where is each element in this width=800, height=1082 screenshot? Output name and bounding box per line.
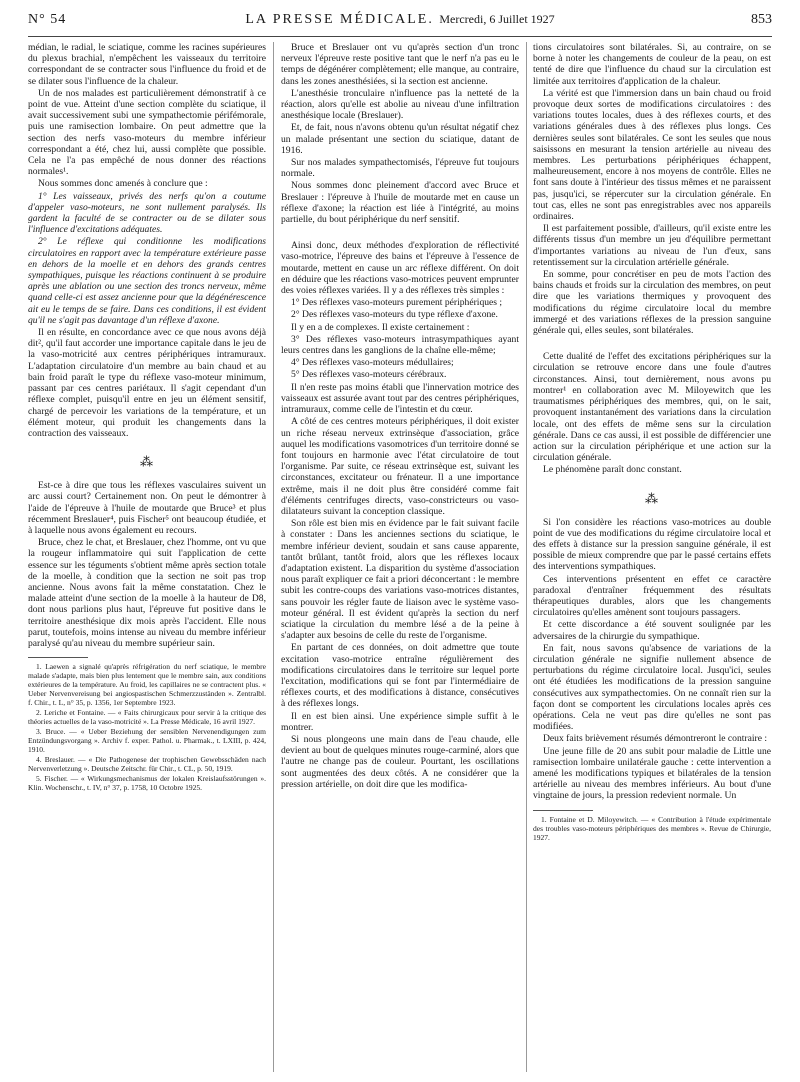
- list-item: 1° Des réflexes vaso-moteurs purement périphériques ;: [291, 297, 503, 309]
- header-rule: [28, 36, 772, 37]
- spacer: [281, 226, 519, 240]
- paragraph: médian, le radial, le sciatique, comme les racines supérieures du plexus brachial, n'empêchent les vaisseaux du territoire correspondant de se contracter sous l'influence du froid et de se dilater sous l'influence de la chaleur.: [28, 42, 266, 87]
- paragraph: Est-ce à dire que tous les réflexes vasculaires suivent un arc aussi court? Certainement non. On peut le démontrer à l'aide de l'épreuve à l'huile de moutarde que Bruce³ et plus récemment Breslauer⁴, puis Fischer⁵ ont beaucoup étudiée, et à laquelle nous avons également eu recours.: [28, 480, 266, 536]
- issue-date: Mercredi, 6 Juillet 1927: [439, 12, 555, 26]
- journal-title: LA PRESSE MÉDICALE.: [245, 12, 434, 27]
- paragraph: A côté de ces centres moteurs périphériques, il doit exister un riche réseau nerveux extrinsèque d'association, grâce auquel les modifications vasomotrices d'un territoire donné se font toujours en harmonie avec l'état circulatoire de tout l'organisme. Par suite, ce réseau extrinsèque est, suivant les circonstances, excitateur ou frénateur. Il a une importance extrême, mais il ne doit plus être considéré comme fait d'éléments centrifuges directs, vaso-constricteurs ou vaso-dilatateurs suivant la conception classique.: [281, 416, 519, 517]
- footnote: 4. Breslauer. — « Die Pathogenese der trophischen Gewebsschäden nach Nervenverletzung ». Deutsche Zeitschr. für Chir., t. CL, p. 50, 1919.: [28, 755, 266, 774]
- footnote-rule: [533, 810, 593, 811]
- paragraph: Son rôle est bien mis en évidence par le fait suivant facile à constater : Dans les anciennes sections du sciatique, le membre inférieur devient, soudain et sans cause apparente, tantôt brûlant, tantôt froid, alors que les réflexes locaux d'adaptation existent. La disparition du système d'association nous paraît expliquer ce fait a priori déconcertant : le membre subit les contre-coups des variations vaso-motrices distantes, sans pouvoir les régler faute de liaison avec le système vaso-moteur général. Il est évident qu'après la section du nerf sciatique la circulation du membre lésé a de la peine à s'adapter aux besoins de celle du reste de l'organisme.: [281, 518, 519, 642]
- paragraph: Il n'en reste pas moins établi que l'innervation motrice des vaisseaux est assurée avant tout par des centres périphériques, intramuraux, comme celle de l'intestin et du cœur.: [281, 381, 519, 416]
- conclusion-1: 1° Les vaisseaux, privés des nerfs qu'on a coutume d'appeler vaso-moteurs, ne sont nullement paralysés. Ils gardent la faculté de se contracter ou de se dilater sous l'influence d'excitations adéquates.: [28, 190, 266, 236]
- footnote: 1. Fontaine et D. Miloyewitch. — « Contribution à l'étude expérimentale des troubles vaso-moteurs périphériques des membres ». Revue de Chirurgie, 1927.: [533, 814, 771, 842]
- page-number: 853: [751, 12, 772, 27]
- paragraph: Si l'on considère les réactions vaso-motrices au double point de vue des modifications du régime circulatoire local et des effets à distance sur la pression sanguine générale, il est possible de mieux comprendre que par le passé certains effets des interventions sympathiques.: [533, 516, 771, 573]
- list-item: 3° Des réflexes vaso-moteurs intrasympathiques ayant leurs centres dans les ganglions de la chaîne elle-même;: [281, 333, 519, 357]
- paragraph: Ainsi donc, deux méthodes d'exploration de réflectivité vaso-motrice, l'épreuve des bains et l'épreuve à l'essence de moutarde, mettent en cause un arc réflexe différent. On doit en déduire que les réactions vaso-motrices peuvent emprunter des voies réflexes variées. Il y a des réflexes très simples :: [281, 240, 519, 297]
- page-header: [28, 10, 772, 32]
- paragraph: Un de nos malades est particulièrement démonstratif à ce point de vue. Atteint d'une section complète du sciatique, il avait successivement subi une sympathectomie périfémorale, puis une ramisection lombaire. On peut admettre que la section des nerfs vaso-moteurs du membre inférieur correspondant a été, chez lui, aussi complète que possible. Cela ne l'a pas empêché de nous donner des réactions normales¹.: [28, 87, 266, 178]
- paragraph: L'anesthésie tronculaire n'influence pas la netteté de la réaction, alors qu'elle est abolie au niveau d'une infiltration anesthésique locale (Breslauer).: [281, 87, 519, 122]
- paragraph: Nous sommes donc pleinement d'accord avec Bruce et Breslauer : l'épreuve à l'huile de moutarde met en cause un réflexe d'axone; la réaction est liée à l'intégrité, au moins partielle, du bout périphérique du nerf sensitif.: [281, 180, 519, 226]
- paragraph: Il y en a de complexes. Il existe certainement :: [291, 321, 470, 333]
- paragraph: Une jeune fille de 20 ans subit pour maladie de Little une ramisection lombaire unilatérale gauche : cette intervention a amené les modifications typiques et bilatérales de la tension artérielle au niveau des membres inférieurs. Au bout d'une vingtaine de jours, la pression redevient normale. Un: [533, 745, 771, 802]
- paragraph: Bruce et Breslauer ont vu qu'après section d'un tronc nerveux l'épreuve reste positive tant que le nerf n'a pas eu le temps de dégénérer complètement; elle manque, au contraire, dans les zones anesthésiées, si la section est ancienne.: [281, 42, 519, 87]
- column-3: [533, 42, 771, 1072]
- paragraph: Si nous plongeons une main dans de l'eau chaude, elle devient au bout de quelques minutes rouge-carminé, alors que l'autre ne change pas de couleur. Pourtant, les oscillations sont augmentées des deux côtés. A ne considérer que la pression artérielle, on doit dire que les modifica-: [281, 733, 519, 790]
- spacer: [533, 337, 771, 351]
- column-divider: [273, 42, 274, 1072]
- conclusion-2: 2° Le réflexe qui conditionne les modifications circulatoires en rapport avec la température extérieure passe en dehors de la moelle et en dehors des grands centres sympathiques, puisque les réactions continuent à se produire après une ablation ou une section des troncs nerveux, même quand celle-ci est assez ancienne pour que la dégénérescence ait eu le temps de se faire. Dans ces conditions, il est évident qu'il ne s'agit pas davantage d'un réflexe d'axone.: [28, 236, 266, 326]
- column-divider: [526, 42, 527, 1072]
- issue-number: N° 54: [28, 12, 67, 27]
- paragraph: La vérité est que l'immersion dans un bain chaud ou froid provoque deux sortes de modifications circulatoires : des variations toutes locales, dues à des réflexes courts, et des variations générales dues à des réflexes plus longs. Ces dernières seules sont bilatérales. Ce sont les seules que nous saisissons en mesurant la tension artérielle au niveau des membres. Les perturbations périphériques échappent, malheureusement, encore à nos moyens de contrôle. Elles ne font sans doute à l'intérieur des tissus mêmes et ne paraissent pas, jusqu'ici, se répercuter sur la circulation générale. En tout cas, elles ne sont pas enregistrables avec nos appareils ordinaires.: [533, 87, 771, 223]
- column-2: [281, 42, 519, 1072]
- paragraph: Et, de fait, nous n'avons obtenu qu'un résultat négatif chez un malade présentant une section du sciatique, datant de 1916.: [281, 122, 519, 156]
- paragraph: Sur nos malades sympathectomisés, l'épreuve fut toujours normale.: [281, 157, 519, 180]
- paragraph: Il en est bien ainsi. Une expérience simple suffit à le montrer.: [281, 710, 519, 733]
- footnote: 2. Leriche et Fontaine. — « Faits chirurgicaux pour servir à la critique des théories actuelles de la vaso-motricité ». La Presse Médicale, 16 avril 1927.: [28, 708, 266, 727]
- list-item: 2° Des réflexes vaso-moteurs du type réflexe d'axone.: [291, 309, 498, 321]
- section-separator: ⁂: [645, 490, 659, 506]
- footnote: 1. Laewen a signalé qu'après réfrigération du nerf sciatique, le membre malade s'adapte, mais bien plus lentement que le membre sain, aux conditions extérieures de la température. Au froid, les capillaires ne se contractent plus. « Ueber Nervenvereisung bei angiospastischen Schmerzzuständen ». Zentralbl. f. Chir., t. L, n° 35, p. 1356, 1er Septembre 1923.: [28, 662, 266, 708]
- footnote: 5. Fischer. — « Wirkungsmechanismus der lokalen Kreislaufsstörungen ». Klin. Wochenschr., t. IV, n° 37, p. 1758, 10 Octobre 1925.: [28, 774, 266, 793]
- column-1: [28, 42, 266, 1072]
- paragraph: En fait, nous savons qu'absence de variations de la circulation générale ne signifie nullement absence de perturbations du régime circulatoire local. Jusqu'ici, seules ont été étudiées les modifications de la pression sanguine consécutives aux sympathectomies. On ne connaît rien sur la façon dont se comportent les circulations locales après ces opérations. Cela ne veut pas dire qu'elles ne sont pas modifiées.: [533, 642, 771, 733]
- footnote: 3. Bruce. — « Ueber Beziehung der sensiblen Nervenendigungen zum Entzündungsvorgang ». Archiv f. exper. Pathol. u. Pharmak., t. LXIII, p. 424, 1910.: [28, 727, 266, 755]
- section-separator: ⁂: [140, 454, 154, 470]
- paragraph: Nous sommes donc amenés à conclure que :: [38, 178, 208, 190]
- paragraph: Il en résulte, en concordance avec ce que nous avons déjà dit², qu'il faut accorder une importance capitale dans le jeu de la vaso-motricité aux centres périphériques intramuraux. L'adaptation circulatoire d'un membre au bain chaud et au bain froid paraît le type du réflexe vaso-moteur minimum, passant par ces centres pariétaux. Il s'agit cependant d'un réflexe complet, puisqu'il entre en jeu un élément sensitif, chargé de percevoir les variations de la température, et un élément moteur, qui produit les changements dans la contraction des vaisseaux.: [28, 327, 266, 439]
- journal-title-line: [28, 12, 772, 28]
- paragraph: Cette dualité de l'effet des excitations périphériques sur la circulation se retrouve encore dans une foule d'autres circonstances. Ainsi, tout dernièrement, nous avons pu montrer¹ en collaboration avec M. Miloyewitch que les traumatismes périphériques des membres, qui, on le sait, provoquent instantanément des variations dans la circulation locale, ont des effets de même sens sur la circulation générale. Dans ce cas aussi, il est possible de différencier une action sur la circulation périphérique et une action sur la circulation générale.: [533, 351, 771, 464]
- paragraph: Il est parfaitement possible, d'ailleurs, qu'il existe entre les différents tissus d'un membre un jeu d'équilibre permettant d'importantes variations au niveau de l'un d'eux, sans retentissement sur la circulation artérielle générale.: [533, 223, 771, 268]
- paragraph: tions circulatoires sont bilatérales. Si, au contraire, on se borne à noter les changements de couleur de la peau, on est tenté de dire que l'influence du chaud sur la circulation est limitée aux territoires d'application de la chaleur.: [533, 42, 771, 87]
- paragraph: Le phénomène paraît donc constant.: [543, 464, 682, 476]
- paragraph: Deux faits brièvement résumés démontreront le contraire :: [543, 733, 768, 745]
- paragraph: Bruce, chez le chat, et Breslauer, chez l'homme, ont vu que la rougeur inflammatoire qui suit l'application de cette essence sur les téguments s'obtient même après section totale de la moelle, à condition que la section ne soit pas trop ancienne. Nous avons fait la même constatation. Chez le malade atteint d'une section de la moelle à la hauteur de D8, dont nous parlions plus haut, l'épreuve fut positive dans le territoire anesthésique dix mois après l'accident. Elle nous parut, toutefois, moins intense au niveau du membre inférieur paralysé qu'au niveau du membre supérieur sain.: [28, 537, 266, 649]
- paragraph: Ces interventions présentent en effet ce caractère paradoxal d'entraîner fréquemment des résultats thérapeutiques durables, alors que les changements circulatoires qu'elles amènent sont toujours passagers.: [533, 573, 771, 619]
- paragraph: En partant de ces données, on doit admettre que toute excitation vaso-motrice entraîne régulièrement des modifications circulatoires dans le territoire sur lequel porte l'excitation, modifications qui se font par l'intermédiaire de réflexes courts, et des modifications à distance, consécutives à des réflexes longs.: [281, 642, 519, 710]
- list-item: 5° Des réflexes vaso-moteurs cérébraux.: [291, 369, 447, 381]
- paragraph: Et cette discordance a été souvent soulignée par les adversaires de la chirurgie du sympathique.: [533, 619, 771, 642]
- footnote-rule: [28, 657, 88, 658]
- list-item: 4° Des réflexes vaso-moteurs médullaires;: [291, 357, 454, 369]
- paragraph: En somme, pour concrétiser en peu de mots l'action des bains chauds et froids sur la circulation des membres, on peut dire que les variations thermiques y provoquent des modifications du régime circulatoire local du membre immergé et des variations réflexes de la pression sanguine générale qui, elles seules, sont bilatérales.: [533, 269, 771, 337]
